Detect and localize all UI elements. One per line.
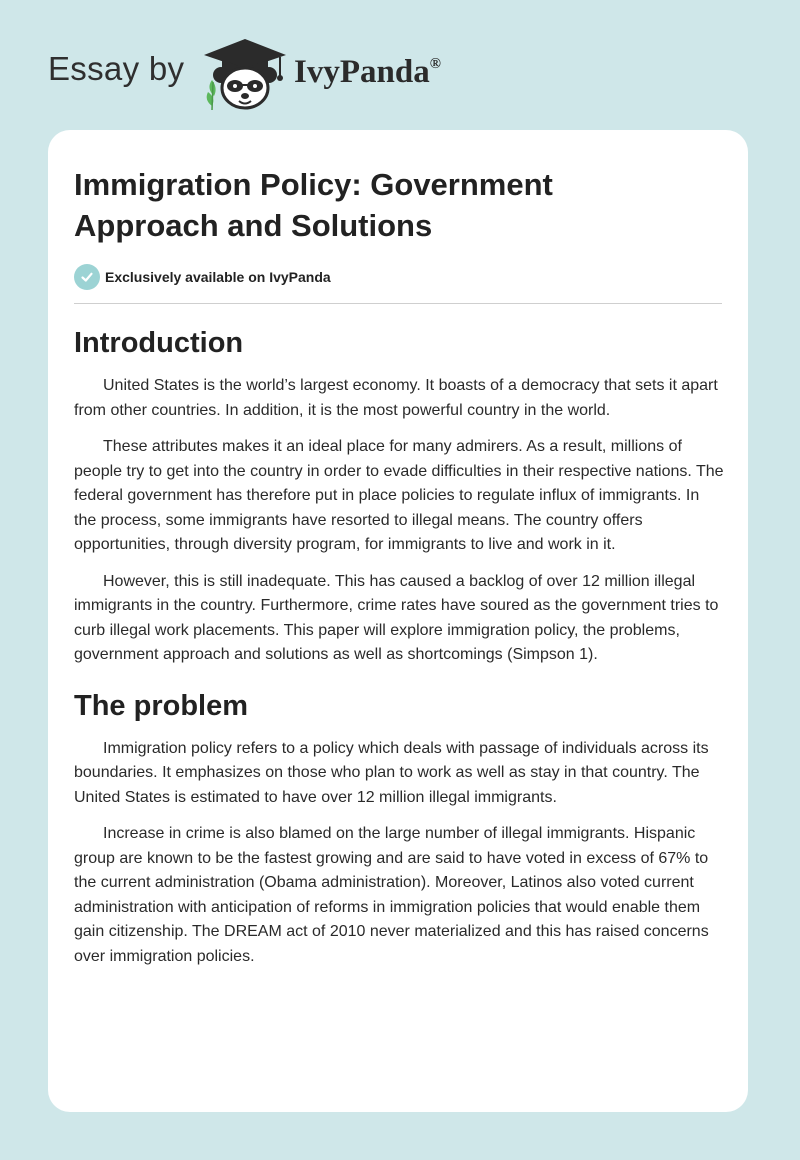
exclusive-label: Exclusively available on IvyPanda bbox=[105, 269, 331, 285]
paragraph: These attributes makes it an ideal place for many admirers. As a result, millions of people try to get into the country in order to evade difficulties in their respective nations. The federal government has therefore put in place policies to regulate influx of immigrants. In the process, some immigrants have resorted to illegal means. The country offers opportunities, through diversity program, for immigrants to live and work in it. bbox=[74, 438, 724, 553]
paragraph: United States is the world’s largest economy. It boasts of a democracy that sets it apart from other countries. In addition, it is the most powerful country in the world. bbox=[74, 377, 718, 419]
brand-name[interactable] bbox=[294, 54, 441, 91]
page-title: Immigration Policy: Government Approach and Solutions bbox=[74, 167, 553, 243]
divider bbox=[74, 303, 722, 304]
section-heading: Introduction bbox=[74, 327, 244, 359]
paragraph: However, this is still inadequate. This has caused a backlog of over 12 million illegal immigrants in the country. Furthermore, crime rates have soured as the government tries to curb illegal work placements. This paper will explore immigration policy, the problems, government approach and solutions as well as shortcomings (Simpson 1). bbox=[74, 572, 719, 663]
brand-text: IvyPanda bbox=[294, 54, 430, 90]
check-circle-icon bbox=[74, 264, 100, 290]
panda-graduate-icon[interactable] bbox=[202, 36, 288, 112]
site-header bbox=[48, 36, 548, 112]
article-body bbox=[74, 326, 724, 981]
essay-by-label: Essay by bbox=[48, 50, 185, 87]
exclusive-badge bbox=[74, 264, 331, 290]
paragraph: Increase in crime is also blamed on the large number of illegal immigrants. Hispanic group are known to be the fastest growing and are said to have voted in excess of 67% to the current administration (Obama administration). Moreover, Latinos also voted current administration with anticipation of reforms in immigration policies that would enable them gain citizenship. The DREAM act of 2010 never materialized and this has raised concerns over immigration policies. bbox=[74, 825, 709, 965]
registered-mark: ® bbox=[429, 56, 441, 72]
section-heading: The problem bbox=[74, 689, 249, 722]
paragraph: Immigration policy refers to a policy which deals with passage of individuals across its boundaries. It emphasizes on those who plan to work as well as stay in that country. The United States is estimated to have over 12 million illegal immigrants. bbox=[74, 739, 709, 806]
essay-card bbox=[48, 130, 748, 1112]
